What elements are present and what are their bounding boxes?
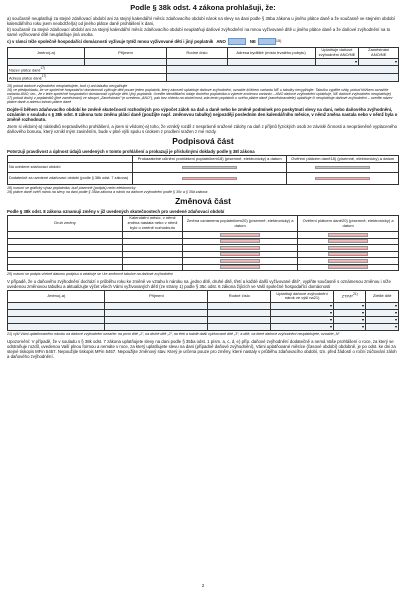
- sig-add-verifier-field[interactable]: [287, 172, 399, 184]
- chevron-down-icon: [362, 326, 364, 328]
- sig-col-verifier: Ověření plátcem daně18) (písemně, elektronicky) a datum: [287, 156, 399, 163]
- footnote-18: 18) rozumí se grafický výraz poplatníka, buď písemně (podpis) nebo elektronicky: [7, 185, 136, 190]
- chevron-down-icon: [355, 61, 357, 63]
- claims-benefit-select[interactable]: [315, 59, 359, 66]
- sig-declarant-field[interactable]: [133, 162, 287, 172]
- signature-field[interactable]: [182, 177, 237, 181]
- sig-add-declarant-field[interactable]: [133, 172, 287, 184]
- section-title-signature: Podpisová část: [172, 136, 234, 147]
- ch-col-surname: Příjmení: [105, 291, 208, 302]
- child-birth-number-field[interactable]: [208, 316, 271, 323]
- chevron-down-icon: [362, 305, 364, 307]
- sig-row-period: Na uvedené zdaňovací období: [8, 162, 133, 172]
- children-change-table: [7, 290, 399, 330]
- chevron-down-icon: [395, 305, 397, 307]
- chevron-down-icon: [362, 319, 364, 321]
- payer-name-label: Název plátce daně$^{17)}$: [8, 66, 167, 74]
- declaration-item-b: b) současně za stejné zdaňovací období ani za stejný kalendářní měsíc zdaňovacího období neuplatňuji daňové zvýhodnění na mnou vyživované dítě u jiného plátce daně a že daňové zvýhodnění na to samé vyživované dítě neuplatňuje jiná osoba.: [7, 26, 391, 37]
- footnote-16: 16) ve předpokladu, že ve společné hospodařící domácnosti vyživuje děti pouze jeden poplatník, který zároveň uplatňuje daňové zvýhodnění, označte křížkem variantu NE u tabulky nevyplňujte. Tabulku vyplňte vždy, pokud křížkem označíte variantu ANO, tzn., že v téže společně hospodařící domácnosti vyživuje děti i jiný poplatník. Uveďte identifikační údaje druhého poplatníka a vyberte zvolenou variantu – ANO daňové zvýhodnění uplatňuje, NE daňové zvýhodnění neuplatňuje): [7, 87, 391, 96]
- child-surname-field[interactable]: [105, 309, 208, 316]
- child-name-field[interactable]: [8, 309, 105, 316]
- item-c-text: c) v rámci téže společně hospodařící domácnosti vyživuje tytéž mnou vyživované děti i jiný poplatník: [7, 38, 214, 44]
- signature-field[interactable]: [328, 233, 368, 237]
- page-number: 2: [201, 583, 205, 588]
- ne-checkbox[interactable]: [258, 38, 276, 45]
- employment-select[interactable]: [359, 59, 399, 66]
- signature-field[interactable]: [220, 265, 260, 269]
- footnote-15: 15) pokud daňové zvýhodnění neuplatňujete, bod c) ani tabulku nevyplňujte: [7, 83, 128, 88]
- footnotes-section1: [7, 84, 399, 104]
- awareness-paragraph: Jsem si vědom(-a) následků nepravdivého prohlášení, a jsem si vědom(-a) toho, že vzniklý rozdíl z nesprávně sražené zálohy na daň z příjmů fyzických osob ze závislé činnosti a neoprávněně vyplaceného daňového bonusu, který vznikl mým zaviněním, bude v plné výši spolu s úrokem z prodlení sražen z mé mzdy.: [7, 124, 398, 135]
- child-ztp-select[interactable]: [333, 316, 365, 323]
- change-verifier-field[interactable]: [298, 264, 399, 271]
- child-name-field[interactable]: [8, 323, 105, 330]
- signature-field[interactable]: [220, 233, 260, 237]
- surname-field[interactable]: [84, 59, 166, 66]
- chevron-down-icon: [330, 305, 332, 307]
- ch-col-benefit: Uplatňuji daňové zvýhodnění nárok ve výši na21): [271, 291, 334, 302]
- warning-note: Upozornění: V případě, že v souladu s § 38k odst. 7 zákona uplatňujete slevy na dani podle § 35ba odst. 1 písm. a, c, d, e) příp. daňové zvýhodnění dodatečně a nemá Vaše prohlášení o roce, za který se odstraňuje rozdíl, uvedenou Vaší plnou formou a nemáte v roce, za který uplatňujete slevu na dani (případně daňové zvýhodnění), Vámi uplatňované měsíce (časové období) obdobně, je po odst. ke dni za stejné tiskopis MFin 5457. Nepoužijte tiskopis MFin 5457. Nepoužijte změnový stav. Který je určena pouze pro změny, které nastaly v průběhu zdaňovacího období, tzn. před žádostí o roční zúčtování záloh a daňového zvýhodnění.: [7, 338, 397, 359]
- ch-col-ztp: ZTP/$P^{21)}$: [333, 291, 365, 302]
- child-ztp-select[interactable]: [333, 323, 365, 330]
- changes-intro: Podle § 38k odst. 8 zákona oznamuji změny v již uvedených skutečnostech pro uvedené zdaňovací období: [7, 208, 225, 214]
- sig-verifier-field[interactable]: [287, 162, 399, 172]
- child-adult-select[interactable]: [366, 316, 399, 323]
- ano-checkbox[interactable]: [228, 38, 246, 45]
- section-title-declaration: Podle § 38k odst. 4 zákona prohlašuji, že:: [130, 3, 276, 12]
- col-birth-number: Rodné číslo: [167, 47, 227, 58]
- ch-col-name: Jméno(-a): [8, 291, 105, 302]
- child-ztp-select[interactable]: [333, 302, 365, 309]
- signature-field[interactable]: [220, 246, 260, 250]
- footnote-17: 17) pokud druhý z poplatníků (jiné zaměstnání) ve sloupci „Zaměstnání“ je uvedeno „ANO“), pak bez ohledu na skutečnost, zda tento poplatník u svého plátce daně (zaměstnavatele) uplatňuje či neuplatňuje daňové zvýhodnění – uveďte název plátce daně a adresu tohoto plátce daně: [7, 95, 393, 104]
- sig-col-empty: [8, 156, 133, 163]
- chevron-down-icon: [330, 326, 332, 328]
- child-birth-number-field[interactable]: [208, 302, 271, 309]
- address-field[interactable]: [227, 59, 315, 66]
- declaration-item-c: [7, 38, 399, 45]
- chg-col-declarant: Změna oznámena poplatníkem20) (písemně, elektronicky) a datum: [183, 215, 298, 231]
- chg-col-month: Kalendářní měsíc, v němž změna nastala nebo v němž bylo o změně rozhodnuto: [123, 215, 183, 231]
- chevron-down-icon: [362, 312, 364, 314]
- signature-field[interactable]: [328, 239, 368, 243]
- signature-field[interactable]: [315, 166, 370, 170]
- signature-field[interactable]: [328, 259, 368, 263]
- change-type-field[interactable]: [8, 264, 123, 271]
- sig-row-additional: Dodatečně za uvedené zdaňovací období (podle § 38k odst. 7 zákona): [8, 172, 133, 184]
- footnote-21: 21) výši Vámi uplatňovaného nároku na daňové zvýhodnění označte: na první dítě „1“, na druhé dítě „2“, na třetí a každé další vyživované dítě „3“, a dítě, na které daňové zvýhodnění neuplatňujete, označte „N“: [7, 331, 340, 336]
- birth-number-field[interactable]: [167, 59, 227, 66]
- child-change-paragraph: V případě, že u daňového zvýhodnění dochází v průběhu roku ke změně ve vztahu k nároku na „jedno dítě, druhé dítě, třetí a každé další vyživované dítě“, vyplňte současně s oznámenou změnou i níže uvedenou změnovou tabulku a aktualizujte výčet všech Vámi vyživovaných dětí (ze strany 1) podle § 35c odst. 6 zákona žijících ve Vaší společné hospodařící domácnosti: [7, 279, 391, 290]
- ne-label: NE: [249, 38, 256, 44]
- name-field[interactable]: [8, 59, 85, 66]
- signature-field[interactable]: [220, 252, 260, 256]
- other-taxpayer-table: [7, 47, 399, 82]
- child-birth-number-field[interactable]: [208, 323, 271, 330]
- col-address: Adresa bydliště (místo trvalého pobytu): [227, 47, 315, 58]
- change-month-field[interactable]: [123, 264, 183, 271]
- signature-table: [7, 155, 399, 185]
- chevron-down-icon: [395, 326, 397, 328]
- payer-address-label: Adresa plátce daně$^{17)}$: [8, 74, 167, 82]
- declaration-item-a: a) současně neuplatňuji za stejné zdaňovací období ani za stejný kalendářní měsíc zdaňovacího období nárok na slevy na dani podle § 35ba zákona u jiného plátce daně a že současně ve stejném období kalendářního roku jsem neobdržel(a) od jiného plátce daně prohlášení k dani,: [7, 15, 395, 26]
- child-surname-field[interactable]: [105, 316, 208, 323]
- sig-col-declarant: Prokazatelné učinění prohlášení poplatníkem18) (písemně, elektronicky) a datum: [133, 156, 287, 163]
- child-adult-select[interactable]: [366, 302, 399, 309]
- chevron-down-icon: [330, 312, 332, 314]
- child-benefit-select[interactable]: [271, 309, 334, 316]
- col-name: Jméno(-a): [8, 47, 85, 58]
- footnote-20: 20) rozumí se podpis včetně datumu podpisu a vztahuje se i ke změnové tabulce na daňové zvýhodnění: [7, 272, 173, 277]
- ch-col-adult: Zletilé dítě: [366, 291, 399, 302]
- child-ztp-select[interactable]: [333, 309, 365, 316]
- signature-field[interactable]: [328, 265, 368, 269]
- col-claims-benefit: Uplatňuje daňové zvýhodnění ANO/NE: [315, 47, 359, 58]
- child-surname-field[interactable]: [105, 302, 208, 309]
- ch-col-birth-number: Rodné číslo: [208, 291, 271, 302]
- footnote-19: 19) plátce daně ověří nárok na slevy na dani podle § 35ba zákona a nárok na daňové zvýhodnění podle § 35c a § 35d zákona: [7, 189, 208, 194]
- signature-intro: Potvrzuji pravdivost a úplnost údajů uvedených v tomto prohlášení a prokazuji je příslušnými doklady podle § 38l zákona: [7, 149, 255, 155]
- child-benefit-select[interactable]: [271, 316, 334, 323]
- chg-col-type: Druh změny: [8, 215, 123, 231]
- col-employment: Zaměstnání ANO/NE: [359, 47, 399, 58]
- child-birth-number-field[interactable]: [208, 309, 271, 316]
- changes-table: [7, 215, 399, 271]
- payer-name-field[interactable]: [167, 66, 399, 74]
- col-surname: Příjmení: [84, 47, 166, 58]
- child-name-field[interactable]: [8, 316, 105, 323]
- child-benefit-select[interactable]: [271, 302, 334, 309]
- signature-field[interactable]: [182, 166, 237, 170]
- ano-label: ANO: [216, 38, 226, 44]
- chg-col-verifier: Ověření plátcem daně20) (písemně, elektronicky) a datum: [298, 215, 399, 231]
- signature-field[interactable]: [328, 252, 368, 256]
- signature-field[interactable]: [328, 246, 368, 250]
- chevron-down-icon: [395, 312, 397, 314]
- change-notice-paragraph: Dojde-li během zdaňovacího období ke změně skutečností rozhodných pro výpočet záloh na daň a daně nebo ke změně podmínek pro poskytnutí slevy na dani, nebo daňového zvýhodnění, oznámím v souladu s § 38k odst. 8 zákona tuto změnu plátci daně (použijte např. změnovou tabulky) nejpozději posledním den kalendářního měsíce, v němž změna nastala nebo v němž byla o změně rozhodnuto.: [7, 106, 398, 123]
- chevron-down-icon: [395, 61, 397, 63]
- chevron-down-icon: [330, 319, 332, 321]
- signature-field[interactable]: [220, 259, 260, 263]
- child-benefit-select[interactable]: [271, 323, 334, 330]
- section-title-changes: Změnová část: [175, 196, 231, 206]
- change-declarant-field[interactable]: [183, 264, 298, 271]
- child-adult-select[interactable]: [366, 323, 399, 330]
- child-name-field[interactable]: [8, 302, 105, 309]
- signature-field[interactable]: [315, 177, 370, 181]
- payer-address-field[interactable]: [167, 74, 399, 82]
- child-adult-select[interactable]: [366, 309, 399, 316]
- chevron-down-icon: [395, 319, 397, 321]
- ano-ne-footnote-ref: 15): [275, 39, 282, 44]
- child-surname-field[interactable]: [105, 323, 208, 330]
- signature-field[interactable]: [220, 239, 260, 243]
